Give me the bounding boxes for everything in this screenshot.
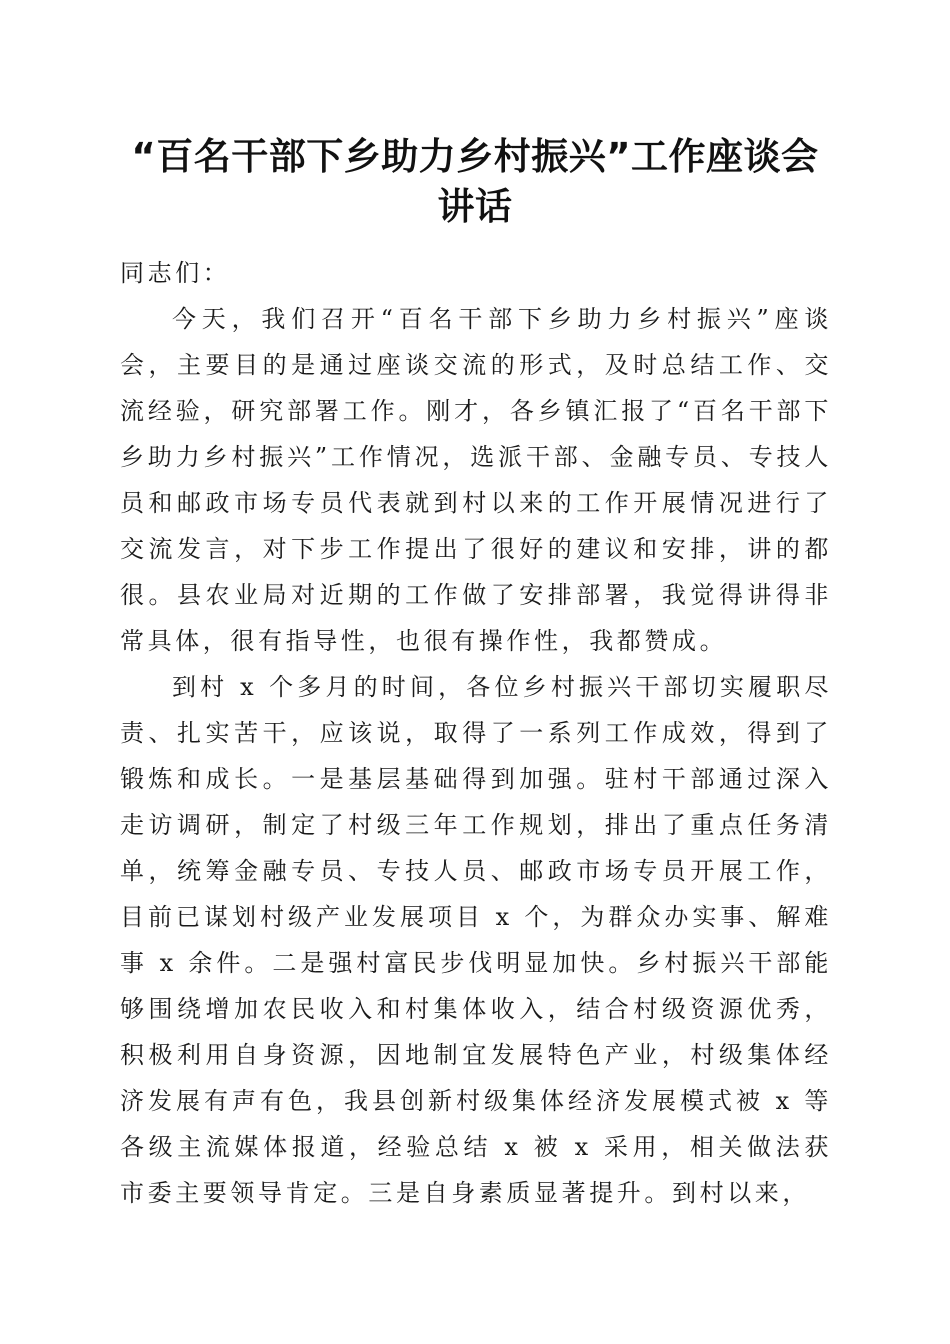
document-body (120, 250, 832, 1216)
paragraph-2: 到村 x 个多月的时间，各位乡村振兴干部切实履职尽责、扎实苦干，应该说，取得了一系列工作成效，得到了锻炼和成长。一是基层基础得到加强。驻村干部通过深入走访调研，制定了村级三年工作规划，排出了重点任务清单，统筹金融专员、专技人员、邮政市场专员开展工作，目前已谋划村级产业发展项目 x 个，为群众办实事、解难事 x 余件。二是强村富民步伐明显加快。乡村振兴干部能够围绕增加农民收入和村集体收入，结合村级资源优秀，积极利用自身资源，因地制宜发展特色产业，村级集体经济发展有声有色，我县创新村级集体经济发展模式被 x 等各级主流媒体报道，经验总结 x 被 x 采用，相关做法获市委主要领导肯定。三是自身素质显著提升。到村以来， (120, 673, 832, 1207)
document-title: “百名干部下乡助力乡村振兴”工作座谈会讲话 (131, 135, 819, 228)
paragraph-1: 今天，我们召开“百名干部下乡助力乡村振兴”座谈会，主要目的是通过座谈交流的形式，及时总结工作、交流经验，研究部署工作。刚才，各乡镇汇报了“百名干部下乡助力乡村振兴”工作情况，选派干部、金融专员、专技人员和邮政市场专员代表就到村以来的工作开展情况进行了交流发言，对下步工作提出了很好的建议和安排，讲的都很。县农业局对近期的工作做了安排部署，我觉得讲得非常具体，很有指导性，也很有操作性，我都赞成。 (120, 305, 832, 655)
salutation: 同志们： (120, 259, 231, 287)
